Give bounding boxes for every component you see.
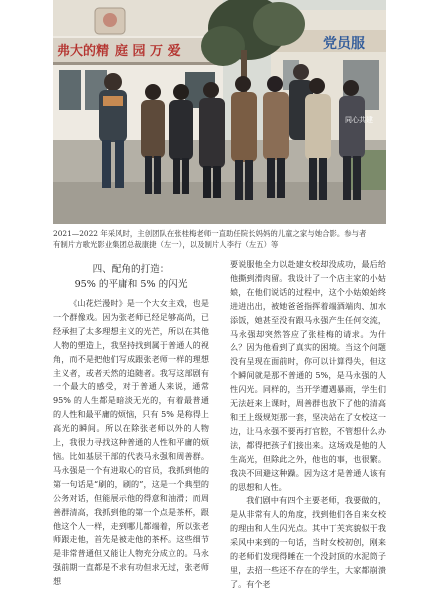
group-photo — [53, 0, 386, 224]
caption-line-1: 2021—2022 年采风时，主创团队在张桂梅老师一直助任院长妈妈的儿童之家与她合影。参与者 — [53, 229, 367, 238]
photo-caption — [53, 228, 386, 250]
left-column — [53, 260, 209, 589]
photo-sign-text: 同心共建 — [345, 116, 373, 124]
section-heading — [53, 262, 209, 292]
section-heading-line-1: 四、配角的打造： — [92, 264, 170, 275]
body-paragraph-continued: 要说服他全力以赴建女校却没成功，最后给他撕到滑肉留。我设计了一个店主家的小姑娘，在他们说话的过程中，这个小姑娘始终进进出出，被她爸爸指挥着端酒端肉、加水添饭，她甚至没有跟马永强产生任何交流，马永强却突然答应了张桂梅的请求。为什么？因为他看到了真实的困境。当这个问题没有呈现在面前时，你可以计算得失，但这个瞬间就是那不普通的 5%，是马永强的人性闪光。同样的，当开学遭遇暴雨，学生们无法赶来上课时，周善群也放下了他的清高和王上级规矩那一套，坚决站在了女校这一边，让马永强不要再打官腔，不管想什么办法，都得把孩子们接出来。这场戏是他的人生高光，但除此之外，他也的事，也很繁。我决不回避这种躁。因为这才是普通人该有的思想和人性。 — [230, 259, 386, 492]
section-heading-line-2: 95% 的平庸和 5% 的闪光 — [74, 279, 188, 290]
body-paragraph: 《山花烂漫时》是一个大女主戏，也是一个群像戏。因为张老师已经足够高尚，已经承担了太多理想主义的光芒，所以在其他人物的塑造上，我坚持找到属于普通人的视角，而不是把他们写成跟张老师一样的理想主义者，或者天然的追随者。我写这部剧有一个最大的感受，对于普通人来说，通常 95% 的人生都是暗淡无光的，有着最普通的人性和最平庸的烦恼，只有 5% 是称得上高光的瞬间。所以在除张老师以外的人物上，我很力寻找这种普通的人性和平庸的烦恼。比如基层干部的代表马永强和周善群。马永强是一个有进取心的官员，我抓到他的第一句话是“刷的，刷的”，这是一个典型的公务对话，但能展示他的得意和油滑；而周善群清高，我抓到他的第一个点是茶杯，跟他这个人一样，走到哪儿都端着，所以张老师跟走他，首先是被走他的茶杯。这些细节是非常普通但又能让人物充分成立的。马永强前期一直都是不求有功但求无过，张老师想 — [53, 298, 209, 587]
body-paragraph: 我们剧中有四个主要老师，我要做的，是从非常有人的角度，找到他们各自来女校的理由和人生闪光点。其中丁芙宾貌似于我采风中来到的一句话，当时女校初创，刚来的老师们发现得睡在一个没封顶的水泥筒子里，去招一些还不存在的学生，大家都崩溃了。有个老 — [230, 495, 386, 589]
banner-text-left: 弗大的精 — [57, 44, 110, 59]
caption-line-2: 有制片方歌光影业集团总裁康捷（左一），以及制片人李行（左五）等 — [53, 240, 279, 249]
banner-text-right: 党员服 — [323, 36, 365, 52]
right-column — [230, 258, 386, 592]
banner-text-left-2: 庭 园 万 爱 — [115, 44, 181, 59]
